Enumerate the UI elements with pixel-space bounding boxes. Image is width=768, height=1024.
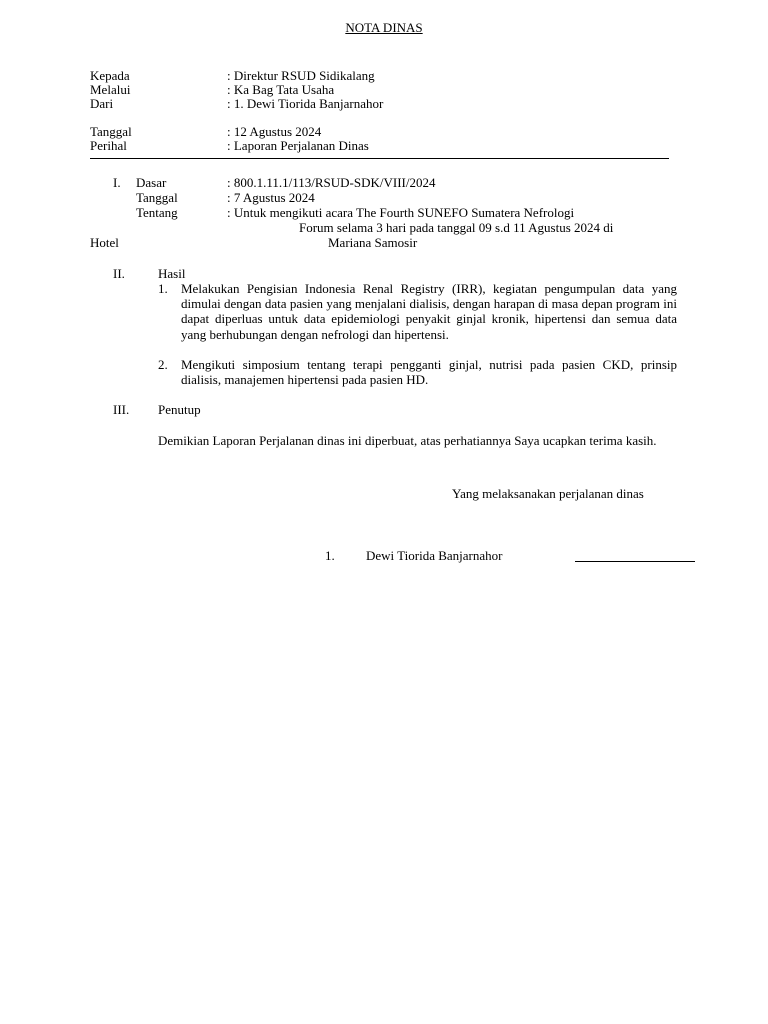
field-value-melalui: : Ka Bag Tata Usaha <box>227 82 335 97</box>
signature-line <box>575 561 695 562</box>
dasar-label: Dasar <box>136 175 167 190</box>
hasil-item-1-text: Melakukan Pengisian Indonesia Renal Registry (IRR), kegiatan pengumpulan data yang dimulai dengan data pasien yang menjalani dialisis, dengan harapan di masa depan program ini dapat diperluas untuk data epidemiologi penyakit ginjal kronik, hipertensi dan semua data yang berhubungan dengan nefrologi dan hipertensi. <box>181 281 677 342</box>
hasil-item-1-number: 1. <box>158 281 168 296</box>
section3-numeral: III. <box>113 402 130 417</box>
section1-numeral: I. <box>113 175 121 190</box>
field-value-kepada: : Direktur RSUD Sidikalang <box>227 68 375 83</box>
field-label-dari: Dari <box>90 96 114 111</box>
field-label-kepada: Kepada <box>90 68 130 83</box>
hasil-item-2-text: Mengikuti simposium tentang terapi pengganti ginjal, nutrisi pada pasien CKD, prinsip dialisis, manajemen hipertensi pada pasien HD. <box>181 357 677 388</box>
tentang-hotel: Hotel <box>90 235 119 250</box>
tentang-line-3: Mariana Samosir <box>328 235 418 250</box>
tentang-line-2: Forum selama 3 hari pada tanggal 09 s.d 11 Agustus 2024 di <box>299 220 614 235</box>
closing-paragraph: Demikian Laporan Perjalanan dinas ini diperbuat, atas perhatiannya Saya ucapkan terima kasih. <box>158 433 657 448</box>
field-value-perihal: : Laporan Perjalanan Dinas <box>227 138 369 153</box>
section1-tanggal-value: : 7 Agustus 2024 <box>227 190 315 205</box>
section2-numeral: II. <box>113 266 125 281</box>
signature-caption: Yang melaksanakan perjalanan dinas <box>452 486 644 501</box>
field-label-perihal: Perihal <box>90 138 127 153</box>
tentang-line-1: : Untuk mengikuti acara The Fourth SUNEFO Sumatera Nefrologi <box>227 205 575 220</box>
document-title: NOTA DINAS <box>345 20 423 35</box>
header-divider <box>90 158 669 159</box>
signature-number: 1. <box>325 548 335 563</box>
field-label-melalui: Melalui <box>90 82 131 97</box>
field-value-dari: : 1. Dewi Tiorida Banjarnahor <box>227 96 384 111</box>
field-value-tanggal: : 12 Agustus 2024 <box>227 124 322 139</box>
section1-tanggal-label: Tanggal <box>136 190 178 205</box>
tentang-label: Tentang <box>136 205 178 220</box>
section2-heading: Hasil <box>158 266 186 281</box>
hasil-item-2-number: 2. <box>158 357 168 372</box>
dasar-value: : 800.1.11.1/113/RSUD-SDK/VIII/2024 <box>227 175 436 190</box>
signature-name: Dewi Tiorida Banjarnahor <box>366 548 503 563</box>
field-label-tanggal: Tanggal <box>90 124 132 139</box>
section3-heading: Penutup <box>158 402 201 417</box>
